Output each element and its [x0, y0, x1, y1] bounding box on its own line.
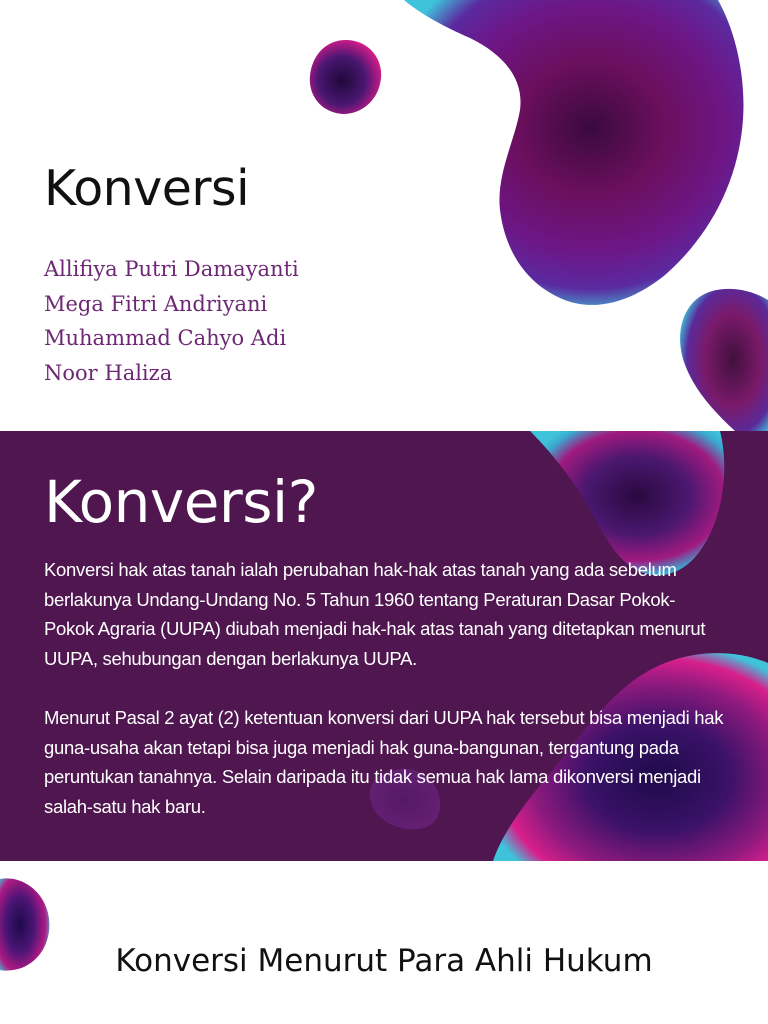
- section-title: Konversi?: [44, 468, 318, 536]
- experts-slide: [0, 861, 768, 1024]
- title-slide: [0, 0, 768, 431]
- author-name: Muhammad Cahyo Adi: [44, 326, 287, 351]
- author-name: Noor Haliza: [44, 360, 173, 385]
- definition-slide: [0, 431, 768, 861]
- author-name: Allifiya Putri Damayanti: [44, 257, 299, 281]
- cover-title: Konversi: [44, 160, 250, 217]
- blob-upper-right: [530, 431, 724, 575]
- blob-large: [404, 0, 743, 305]
- article-paragraph: Menurut Pasal 2 ayat (2) ketentuan konversi dari UUPA hak tersebut bisa menjadi hak guna-usaha akan tetapi bisa juga menjadi hak guna-bangunan, tergantung pada peruntukan tanahnya. Selain daripada itu tidak semua hak lama dikonversi menjadi salah-satu hak baru.: [44, 707, 724, 817]
- blob-right-edge: [680, 289, 768, 431]
- blob-small-round: [310, 40, 381, 114]
- author-list: [44, 252, 299, 390]
- experts-title: Konversi Menurut Para Ahli Hukum: [115, 943, 653, 979]
- definition-paragraph: Konversi hak atas tanah ialah perubahan hak-hak atas tanah yang ada sebelum berlakunya Undang-Undang No. 5 Tahun 1960 tentang Peraturan Dasar Pokok-Pokok Agraria (UUPA) diubah menjadi hak-hak atas tanah yang ditetapkan menurut UUPA, sehubungan dengan berlakunya UUPA.: [44, 559, 706, 669]
- author-name: Mega Fitri Andriyani: [44, 291, 268, 316]
